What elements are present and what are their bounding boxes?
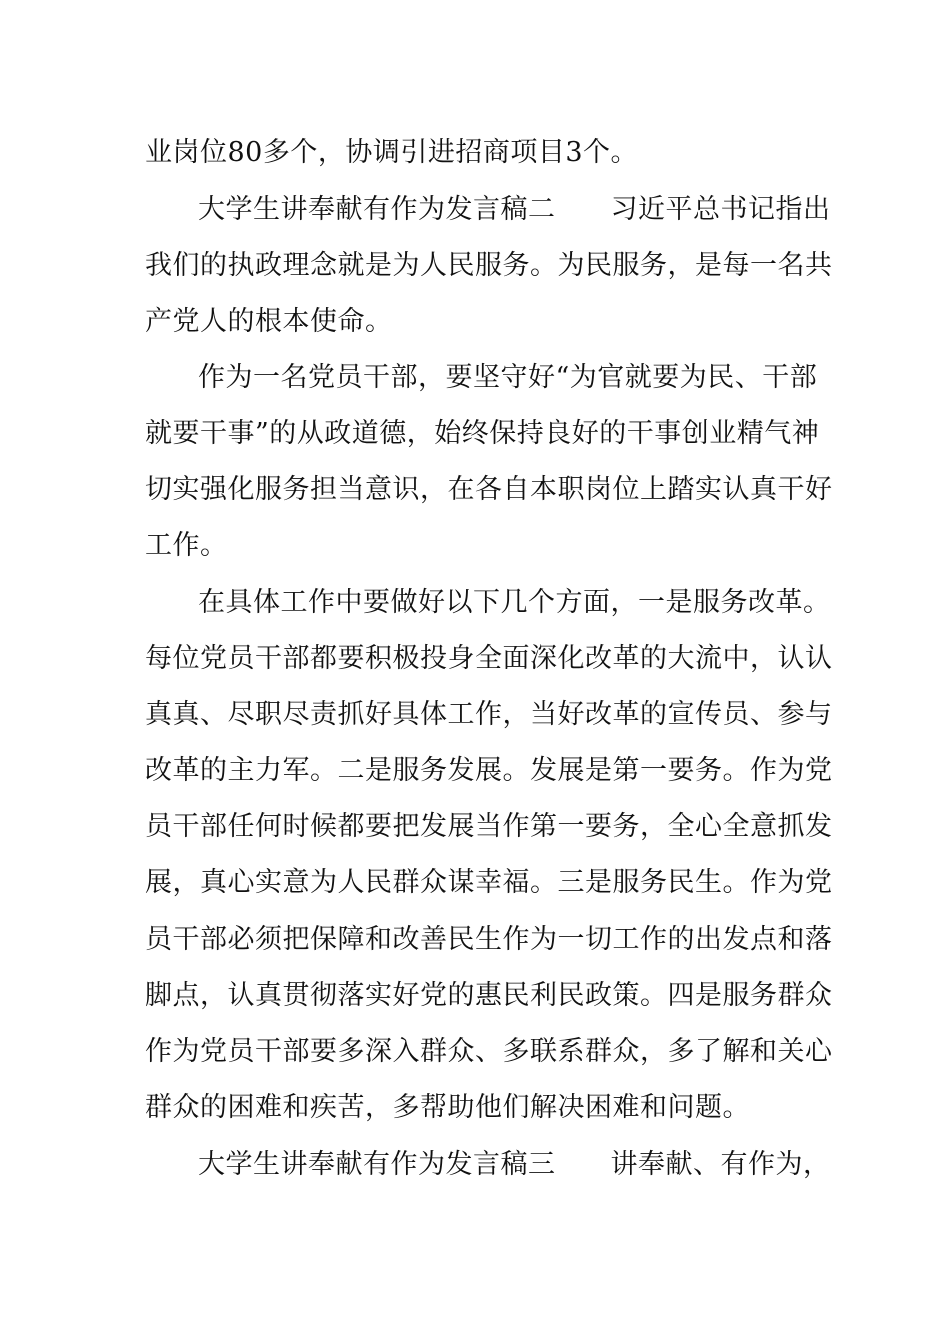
- paragraph-start-line: 作为一名党员干部，要坚守好“为官就要为民、干部: [198, 362, 818, 393]
- text-line: 工作。: [145, 530, 228, 561]
- text-line: 群众的困难和疾苦，多帮助他们解决困难和问题。: [145, 1092, 750, 1123]
- text-line: 展，真心实意为人民群众谋幸福。三是服务民生。作为党: [145, 867, 833, 898]
- text-line: 就要干事”的从政道德，始终保持良好的干事创业精气神: [145, 418, 820, 449]
- text-line: 改革的主力军。二是服务发展。发展是第一要务。作为党: [145, 755, 833, 786]
- paragraph-start-line: 在具体工作中要做好以下几个方面，一是服务改革。: [198, 587, 831, 618]
- text-line: 每位党员干部都要积极投身全面深化改革的大流中，认认: [145, 643, 833, 674]
- text-line: 员干部必须把保障和改善民生作为一切工作的出发点和落: [145, 924, 833, 955]
- text-line: 业岗位80多个，协调引进招商项目3个。: [145, 137, 639, 168]
- text-line: 我们的执政理念就是为人民服务。为民服务，是每一名共: [145, 250, 833, 281]
- section-heading-line: 大学生讲奉献有作为发言稿三 讲奉献、有作为，: [198, 1149, 831, 1180]
- text-line: 员干部任何时候都要把发展当作第一要务，全心全意抓发: [145, 811, 833, 842]
- text-line: 真真、尽职尽责抓好具体工作，当好改革的宣传员、参与: [145, 699, 833, 730]
- text-line: 作为党员干部要多深入群众、多联系群众，多了解和关心: [145, 1036, 833, 1067]
- text-line: 脚点，认真贯彻落实好党的惠民利民政策。四是服务群众: [145, 980, 833, 1011]
- text-line: 产党人的根本使命。: [145, 306, 393, 337]
- section-heading-line: 大学生讲奉献有作为发言稿二 习近平总书记指出: [198, 194, 831, 225]
- text-line: 切实强化服务担当意识，在各自本职岗位上踏实认真干好: [145, 474, 833, 505]
